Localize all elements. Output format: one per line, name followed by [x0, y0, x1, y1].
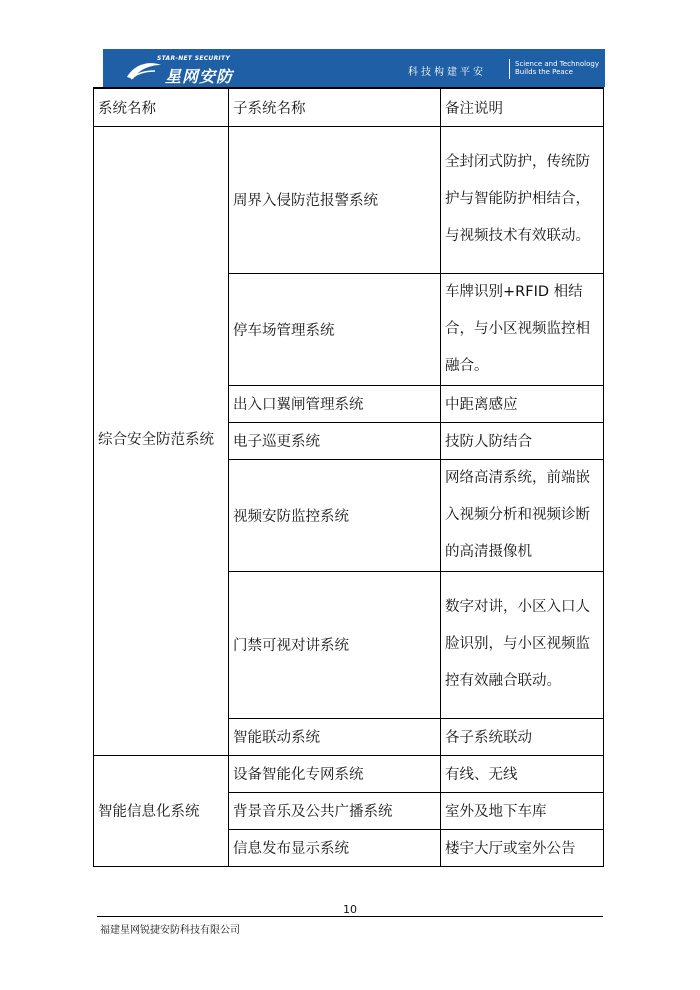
- header-subsystem-name: 子系统名称: [229, 88, 441, 126]
- footer-divider: [97, 916, 603, 917]
- header-remarks: 备注说明: [441, 88, 604, 126]
- note-cell: 数字对讲，小区入口人脸识别，与小区视频监控有效融合联动。: [441, 571, 604, 718]
- note-cell: 全封闭式防护，传统防护与智能防护相结合，与视频技术有效联动。: [441, 126, 604, 273]
- subsystem-cell: 停车场管理系统: [229, 273, 441, 385]
- subsystem-cell: 背景音乐及公共广播系统: [229, 792, 441, 829]
- logo-chinese-text: 星网安防: [165, 67, 234, 86]
- note-cell: 车牌识别+RFID 相结合，与小区视频监控相融合。: [441, 273, 604, 385]
- note-cell: 楼宇大厅或室外公告: [441, 829, 604, 866]
- subsystem-cell: 设备智能化专网系统: [229, 755, 441, 792]
- logo-english-text: STAR-NET SECURITY: [157, 55, 231, 62]
- note-cell: 中距离感应: [441, 385, 604, 422]
- page-number: 10: [343, 903, 357, 916]
- note-cell: 网络高清系统，前端嵌入视频分析和视频诊断的高清摄像机: [441, 459, 604, 571]
- logo-swoosh-icon: [125, 59, 163, 81]
- slogan-divider: [509, 59, 510, 79]
- subsystem-cell: 门禁可视对讲系统: [229, 571, 441, 718]
- subsystem-cell: 视频安防监控系统: [229, 459, 441, 571]
- slogan-english: [515, 60, 599, 76]
- subsystem-cell: 电子巡更系统: [229, 422, 441, 459]
- subsystem-cell: 出入口翼闸管理系统: [229, 385, 441, 422]
- note-cell: 技防人防结合: [441, 422, 604, 459]
- subsystem-cell: 周界入侵防范报警系统: [229, 126, 441, 273]
- group-name-security: 综合安全防范系统: [94, 126, 229, 755]
- group-name-information: 智能信息化系统: [94, 755, 229, 866]
- slogan-english-line-1: Science and Technology: [515, 60, 599, 68]
- table-header-row: [94, 88, 604, 126]
- company-logo: [125, 53, 265, 86]
- header-system-name: 系统名称: [94, 88, 229, 126]
- slogan-english-line-2: Builds the Peace: [515, 68, 573, 76]
- slogan-chinese: 科技构建平安: [408, 67, 486, 78]
- table-row: [94, 755, 604, 792]
- subsystem-cell: 信息发布显示系统: [229, 829, 441, 866]
- note-cell: 有线、无线: [441, 755, 604, 792]
- footer-company-name: 福建星网锐捷安防科技有限公司: [100, 925, 240, 936]
- table-row: [94, 126, 604, 273]
- note-cell: 室外及地下车库: [441, 792, 604, 829]
- header-banner: [103, 49, 605, 87]
- system-spec-table: [93, 87, 604, 867]
- note-cell: 各子系统联动: [441, 718, 604, 755]
- subsystem-cell: 智能联动系统: [229, 718, 441, 755]
